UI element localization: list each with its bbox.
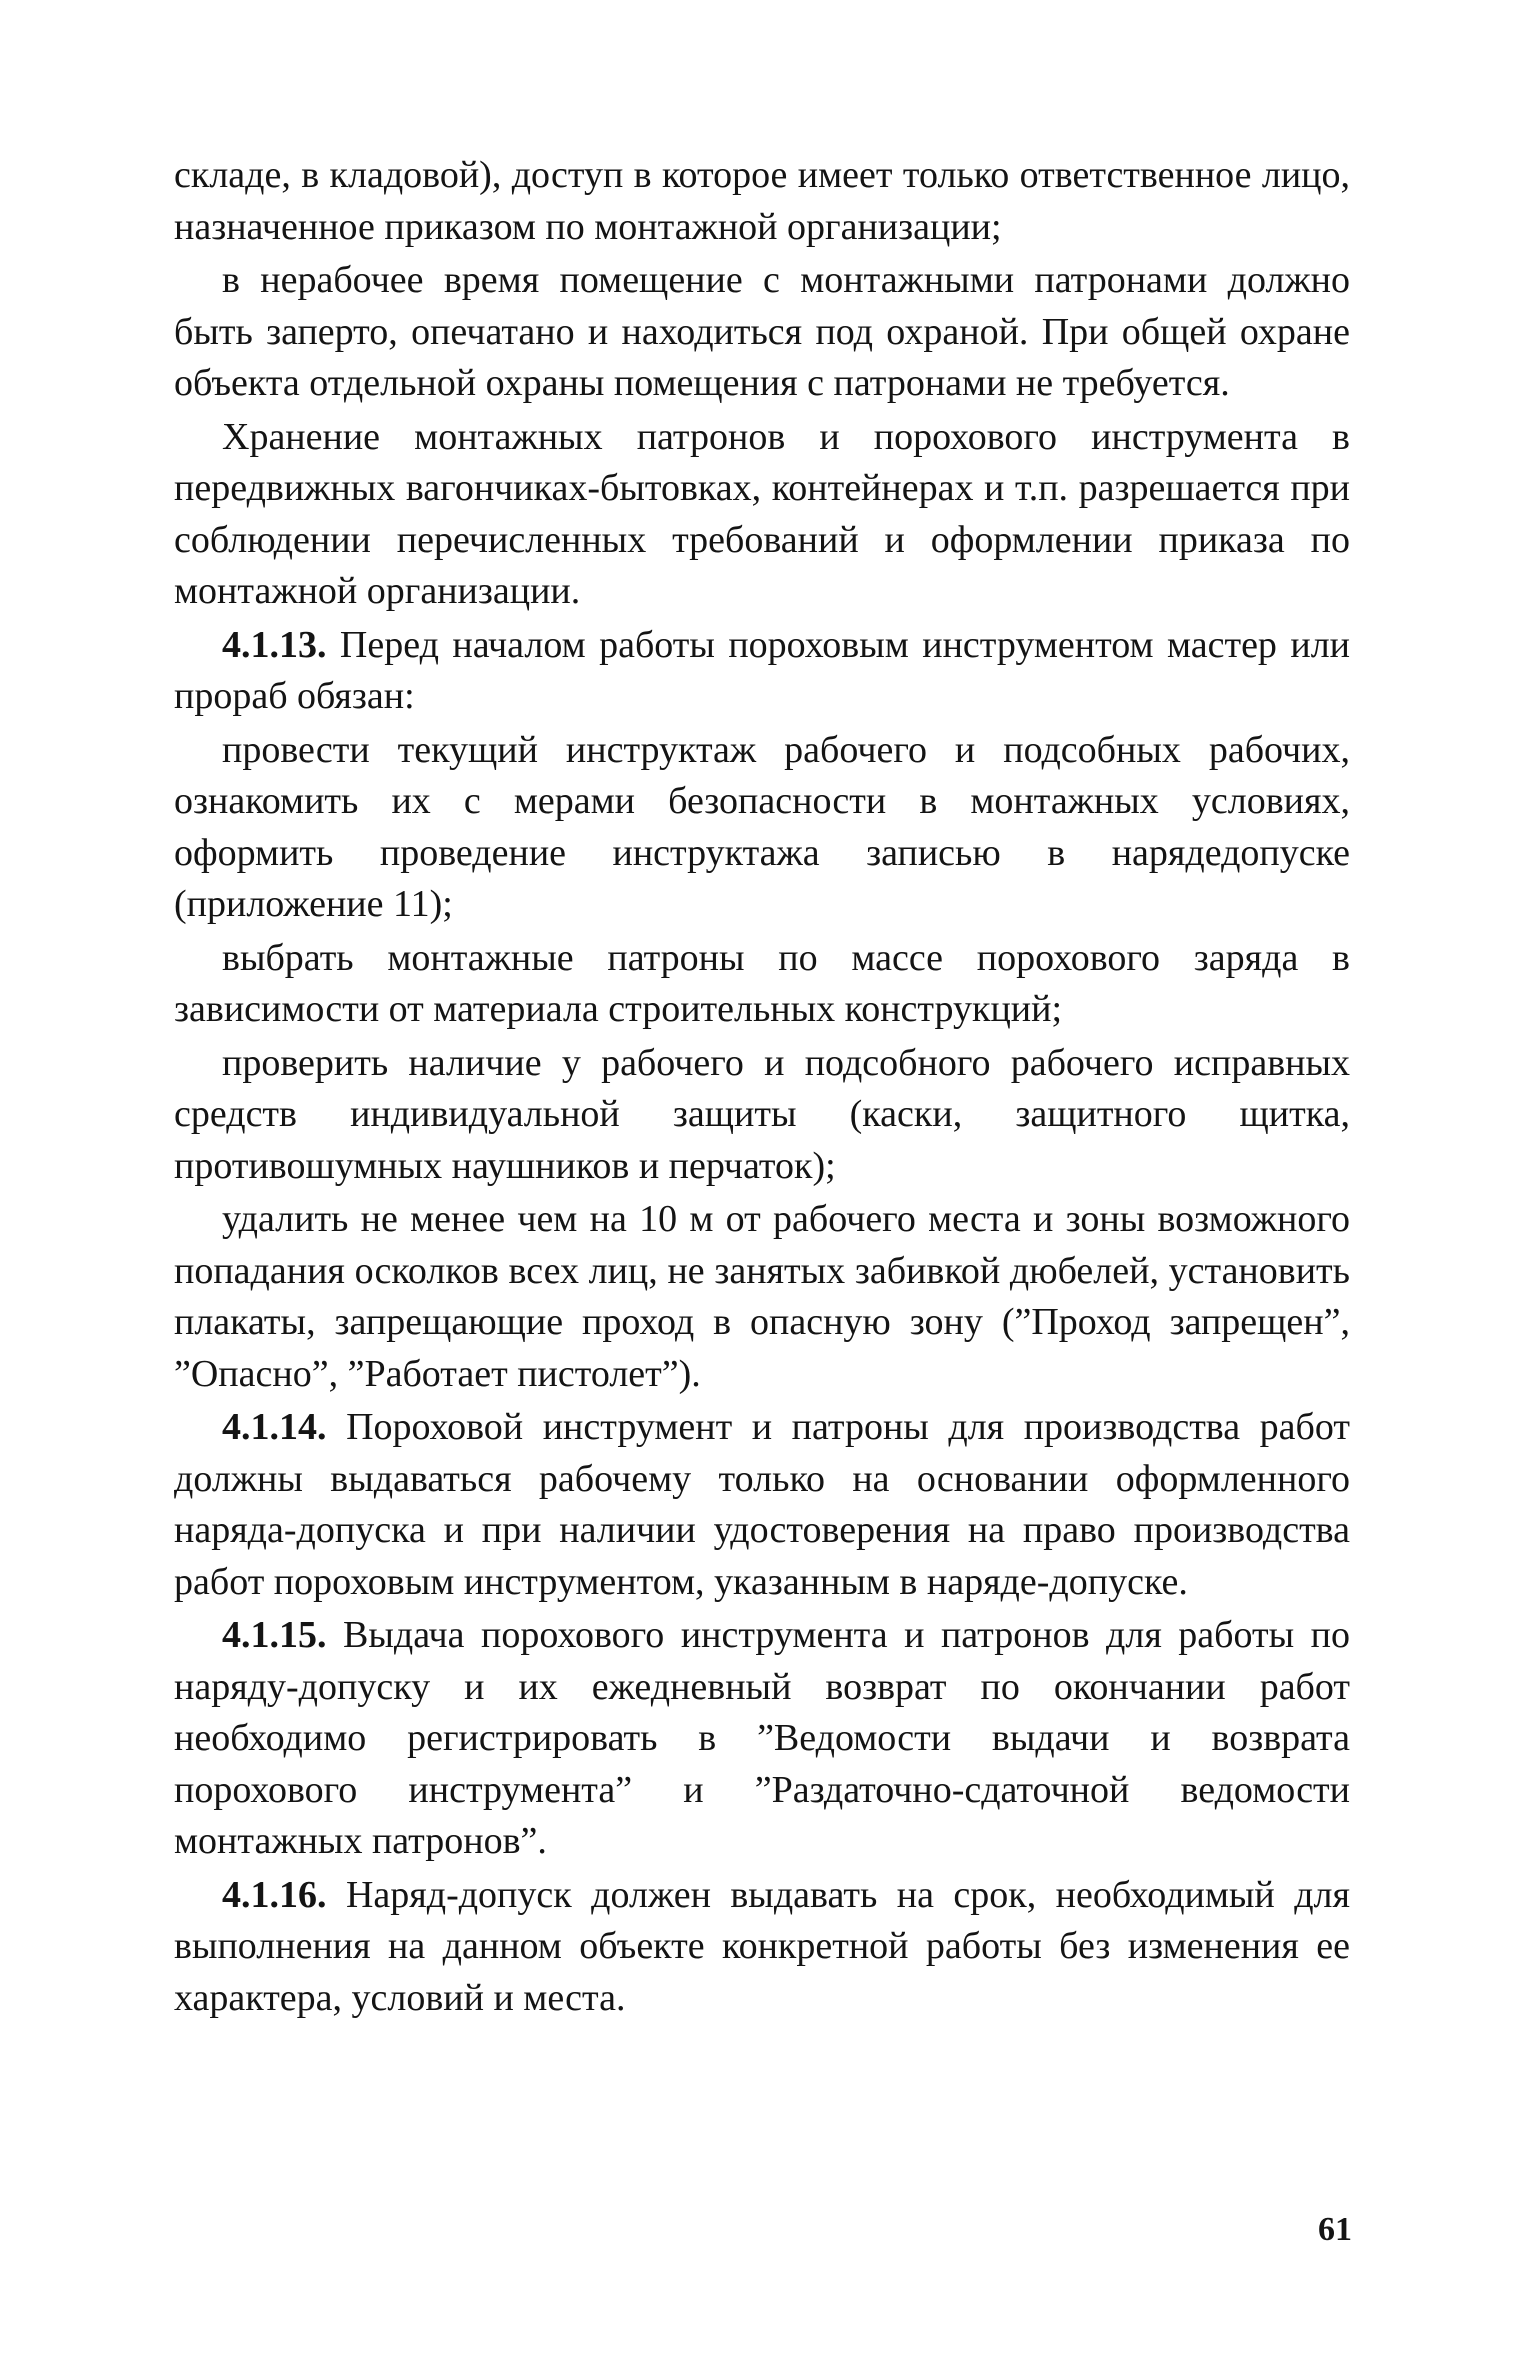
clause-number: 4.1.15. bbox=[222, 1614, 327, 1656]
page-body bbox=[174, 150, 1350, 2026]
clause-number: 4.1.14. bbox=[222, 1406, 327, 1448]
page-number: 61 bbox=[1318, 2211, 1352, 2248]
paragraph-text: складе, в кладовой), доступ в которое имеет только ответственное лицо, назначенное приказом по монтажной организации; bbox=[174, 154, 1350, 248]
paragraph-text: проверить наличие у рабочего и подсобного рабочего исправных средств индивидуальной защиты (каски, защитного щитка, противошумных наушников и перчаток); bbox=[174, 1041, 1350, 1187]
paragraph-text: Перед началом работы пороховым инструментом мастер или прораб обязан: bbox=[174, 623, 1350, 717]
paragraph-4-1-15 bbox=[174, 1610, 1350, 1868]
paragraph bbox=[174, 1194, 1350, 1400]
paragraph-4-1-16 bbox=[174, 1870, 1350, 2025]
paragraph-text: Выдача порохового инструмента и патронов для работы по наряду-допуску и их ежедневный возврат по окончании работ необходимо регистрировать в ”Ведомости выдачи и возврата порохового инструмента” и ”Раздаточно-сдаточной ведомости монтажных патронов”. bbox=[174, 1614, 1350, 1862]
paragraph bbox=[174, 1038, 1350, 1193]
paragraph bbox=[174, 933, 1350, 1036]
paragraph-text: Пороховой инструмент и патроны для производства работ должны выдаваться рабочему только на основании оформленного наряда-допуска и при наличии удостоверения на право производства работ пороховым инструментом, указанным в наряде-допуске. bbox=[174, 1406, 1350, 1603]
paragraph bbox=[174, 725, 1350, 931]
clause-number: 4.1.16. bbox=[222, 1873, 327, 1916]
paragraph-text: удалить не менее чем на 10 м от рабочего места и зоны возможного попадания осколков всех лиц, не занятых забивкой дюбелей, установить плакаты, запрещающие проход в опасную зону (”Проход запрещен”, ”Опасно”, ”Работает пистолет”). bbox=[174, 1198, 1350, 1395]
paragraph-text: Хранение монтажных патронов и порохового инструмента в передвижных вагончиках-бытовках, контейнерах и т.п. разрешается при соблюдении перечисленных требований и оформлении приказа по монтажной организации. bbox=[174, 415, 1350, 612]
clause-number: 4.1.13. bbox=[222, 623, 327, 666]
paragraph-text: провести текущий инструктаж рабочего и подсобных рабочих, ознакомить их с мерами безопасности в монтажных условиях, оформить проведение инструктажа записью в нарядедопуске (приложение 11); bbox=[174, 728, 1350, 925]
paragraph bbox=[174, 412, 1350, 618]
paragraph-continuation bbox=[174, 150, 1350, 253]
paragraph-text: Наряд-допуск должен выдавать на срок, необходимый для выполнения на данном объекте конкретной работы без изменения ее характера, условий и места. bbox=[174, 1873, 1350, 2019]
paragraph-text: в нерабочее время помещение с монтажными патронами должно быть заперто, опечатано и находиться под охраной. При общей охране объекта отдельной охраны помещения с патронами не требуется. bbox=[174, 259, 1350, 404]
paragraph bbox=[174, 255, 1350, 410]
paragraph-4-1-13 bbox=[174, 620, 1350, 723]
paragraph-4-1-14 bbox=[174, 1402, 1350, 1608]
paragraph-text: выбрать монтажные патроны по массе порохового заряда в зависимости от материала строительных конструкций; bbox=[174, 936, 1350, 1030]
